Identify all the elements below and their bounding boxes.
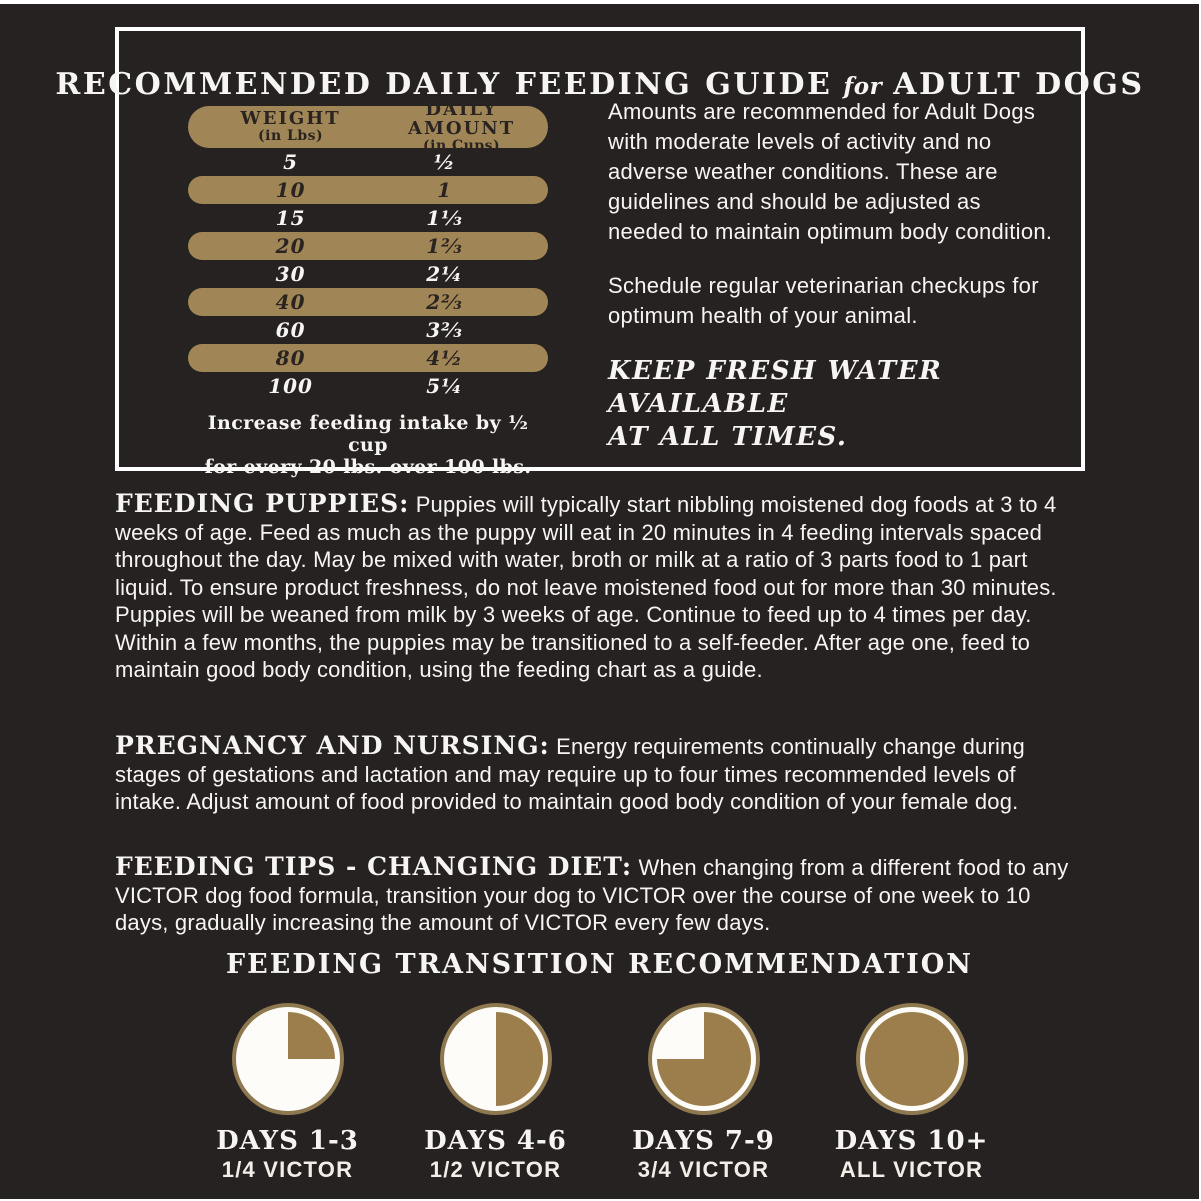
over-100lbs-note: Increase feeding intake by ½ cup for every 20 lbs. over 100 lbs. [204, 412, 532, 478]
transition-step-days-4-6 [426, 1003, 566, 1182]
feeding-guide-box [55, 27, 1145, 478]
feeding-puppies-heading: FEEDING PUPPIES: [115, 489, 410, 518]
table-row: 80 4½ [188, 344, 548, 372]
step-amount-label: 1/2 VICTOR [429, 1157, 562, 1183]
transition-step-days-1-3 [218, 1003, 358, 1182]
full-pie-icon [856, 1003, 968, 1115]
step-days-label: DAYS 7-9 [632, 1126, 775, 1156]
table-row: 20 1⅔ [188, 232, 548, 260]
table-row: 30 2¼ [275, 262, 463, 286]
guide-title-subject: ADULT DOGS [893, 67, 1145, 103]
amount-column-header: DAILY AMOUNT (in Cups) [408, 98, 516, 154]
table-row: 10 1 [188, 176, 548, 204]
guide-right-column [608, 97, 1054, 454]
step-days-label: DAYS 4-6 [424, 1126, 567, 1156]
vet-checkups-paragraph: Schedule regular veterinarian checkups for optimum health of your animal. [608, 273, 1039, 328]
pregnancy-nursing-section [115, 732, 1072, 816]
feeding-puppies-body: Puppies will typically start nibbling moistened dog foods at 3 to 4 weeks of age. Feed as much as the puppy will eat in 20 minutes in 4 feeding intervals spaced throughout the day. May be mixed with water, broth or milk at a ratio of 3 parts food to 1 part liquid. To ensure product freshness, do not leave moistened food out for more than 30 minutes. Puppies will be weaned from milk by 3 weeks of age. Continue to feed up to 4 times per day. Within a few months, the puppies may be transitioned to a self-feeder. After age one, feed to maintain good body condition, using the feeding chart as a guide. [115, 492, 1057, 682]
step-amount-label: 3/4 VICTOR [637, 1157, 770, 1183]
fresh-water-notice: KEEP FRESH WATER AVAILABLE AT ALL TIMES. [608, 356, 943, 452]
table-row: 40 2⅔ [188, 288, 548, 316]
half-pie-icon [440, 1003, 552, 1115]
transition-steps [0, 1003, 1199, 1182]
three-quarter-pie-icon [648, 1003, 760, 1115]
weight-column-header: WEIGHT (in Lbs) [240, 108, 341, 145]
step-amount-label: 1/4 VICTOR [221, 1157, 354, 1183]
changing-diet-body: When changing from a different food to any VICTOR dog food formula, transition your dog to VICTOR over the course of one week to 10 days, gradually increasing the amount of VICTOR every few days. [115, 855, 1069, 935]
label-background [0, 4, 1199, 1199]
transition-heading: FEEDING TRANSITION RECOMMENDATION [226, 949, 973, 980]
amounts-paragraph: Amounts are recommended for Adult Dogs with moderate levels of activity and no adverse weather conditions. These are guidelines and should be adjusted as needed to maintain optimum body condition. [608, 99, 1053, 244]
table-row: 15 1⅓ [275, 206, 463, 230]
table-row: 100 5¼ [268, 374, 463, 398]
changing-diet-section [115, 853, 1072, 937]
step-days-label: DAYS 1-3 [216, 1126, 359, 1156]
feeding-table [188, 98, 548, 400]
quarter-pie-icon [232, 1003, 344, 1115]
pregnancy-nursing-heading: PREGNANCY AND NURSING: [115, 731, 550, 760]
transition-step-days-7-9 [634, 1003, 774, 1182]
feeding-table-header [188, 98, 548, 154]
table-row: 5 ½ [283, 150, 456, 174]
transition-step-days-10-plus [834, 1003, 989, 1183]
changing-diet-heading: FEEDING TIPS - CHANGING DIET: [115, 852, 633, 881]
pregnancy-nursing-body: Energy requirements continually change during stages of gestations and lactation and may require up to four times recommended levels of intake. Adjust amount of food provided to maintain good body condition of your female dog. [115, 734, 1025, 814]
step-amount-label: ALL VICTOR [839, 1157, 984, 1183]
guide-title-main: RECOMMENDED DAILY FEEDING GUIDE [55, 67, 833, 103]
step-days-label: DAYS 10+ [834, 1126, 989, 1156]
guide-title-connector: for [843, 73, 883, 101]
table-row: 60 3⅔ [275, 318, 463, 342]
feeding-puppies-section [115, 490, 1072, 684]
